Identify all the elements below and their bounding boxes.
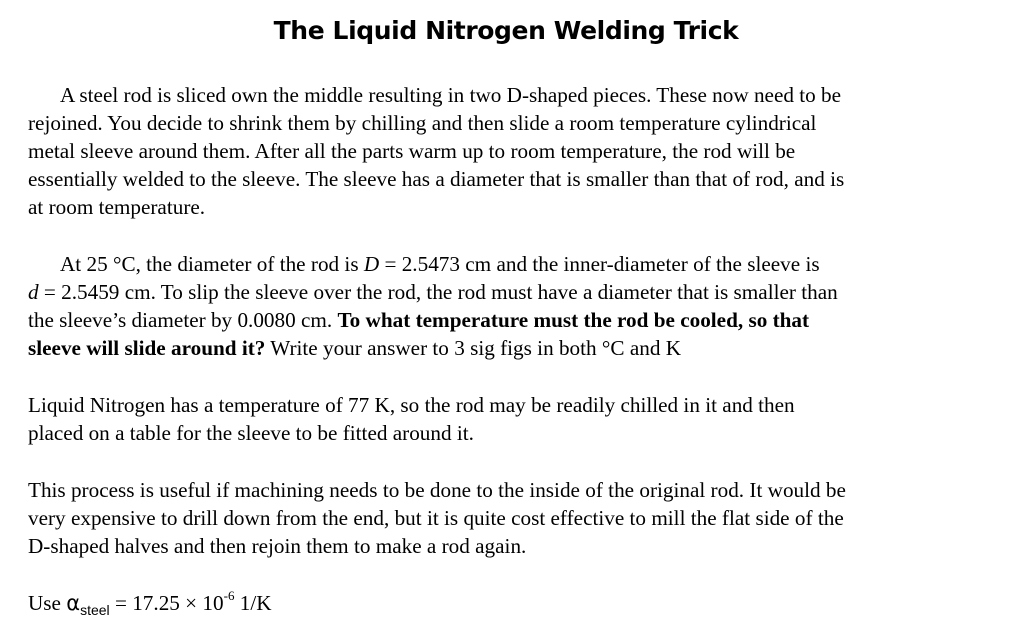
text-line: very expensive to drill down from the end, but it is quite cost effective to mill the flat side of the	[28, 506, 844, 530]
page-title: The Liquid Nitrogen Welding Trick	[273, 16, 739, 45]
text-line: rejoined. You decide to shrink them by chilling and then slide a room temperature cylindrical	[28, 111, 817, 135]
paragraph-process-use	[28, 476, 988, 560]
question-text: sleeve will slide around it?	[28, 336, 266, 360]
alpha-subscript: steel	[80, 602, 110, 618]
text-line: sleeve will slide around it? Write your answer to 3 sig figs in both °C and K	[28, 336, 682, 360]
paragraph-problem-setup	[28, 81, 988, 221]
text-line: essentially welded to the sleeve. The sleeve has a diameter that is smaller than that of rod, and is	[28, 167, 845, 191]
paragraph-question	[28, 250, 988, 362]
text-line: at room temperature.	[28, 195, 206, 219]
text-line: Use $\alpha_{steel} = 17.25 \times 10^{-6}$ 1/K	[28, 588, 272, 618]
alpha-symbol: α	[66, 591, 81, 615]
variable-d: d	[28, 280, 39, 304]
text-line: This process is useful if machining needs to be done to the inside of the original rod. It would be	[28, 478, 846, 502]
question-text: To what temperature must the rod be cooled, so that	[337, 308, 810, 332]
text-line: At 25 °C, the diameter of the rod is D = 2.5473 cm and the inner-diameter of the sleeve is	[60, 252, 820, 276]
exponent: -6	[223, 588, 235, 603]
text-line: Liquid Nitrogen has a temperature of 77 K, so the rod may be readily chilled in it and then	[28, 393, 795, 417]
paragraph-liquid-nitrogen	[28, 391, 988, 447]
variable-D: D	[363, 252, 380, 276]
text-line: placed on a table for the sleeve to be fitted around it.	[28, 421, 474, 445]
text-line: metal sleeve around them. After all the parts warm up to room temperature, the rod will be	[28, 139, 796, 163]
paragraph-coefficient	[28, 589, 988, 620]
text-line: D-shaped halves and then rejoin them to make a rod again.	[28, 534, 527, 558]
text-line: A steel rod is sliced own the middle resulting in two D-shaped pieces. These now need to be	[60, 83, 842, 107]
text-line: d = 2.5459 cm. To slip the sleeve over the rod, the rod must have a diameter that is smaller than	[28, 280, 838, 304]
text-line: the sleeve’s diameter by 0.0080 cm. To what temperature must the rod be cooled, so that	[28, 308, 810, 332]
